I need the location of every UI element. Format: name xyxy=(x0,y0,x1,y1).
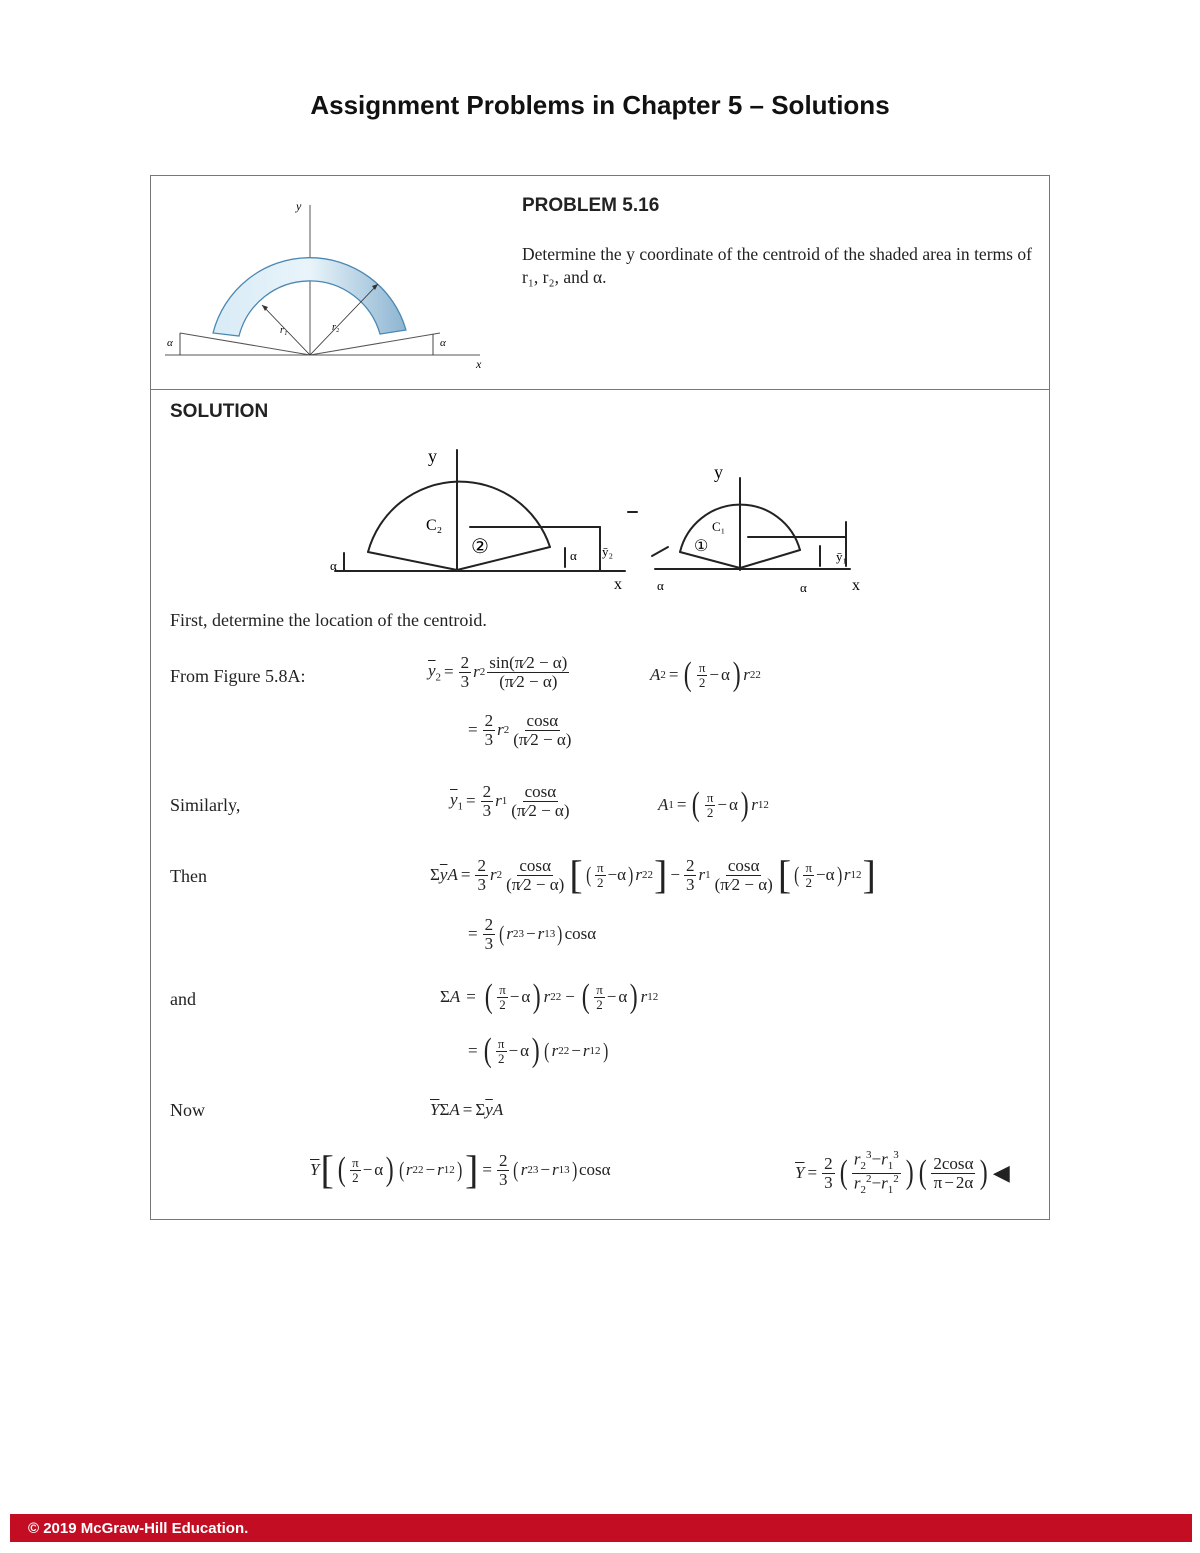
label-similarly: Similarly, xyxy=(170,795,241,815)
sketch-part1: ① xyxy=(694,538,709,555)
intro-text: First, determine the location of the centroid. xyxy=(170,610,487,630)
problem-title: PROBLEM 5.16 xyxy=(522,195,660,216)
fig-r2-label: r₂ xyxy=(332,322,340,333)
eq-y-derivation: $\overline{Y}$ [ ( $\frac{\pi}{2}$ − α ) ( r 2 2 − r 1 2 ) ] = $\frac{2}{3}$ ( r 2 3 − r 1 3 ) cos α xyxy=(310,1147,611,1192)
sketch-ybar1: ȳ₁ xyxy=(836,549,848,564)
sketch-c1: C₁ xyxy=(712,519,726,534)
sketch-ybar2: ȳ₂ xyxy=(602,544,614,559)
sketch-y2: y xyxy=(714,462,723,482)
eq-sum-ya-simplified: = $\frac{2}{3}$ ( r 2 3 − r 1 3 ) cos α xyxy=(468,915,597,953)
fig-x-label: x xyxy=(476,357,482,371)
frame-divider xyxy=(150,389,1050,390)
label-and: and xyxy=(170,989,196,1009)
eq-sum-a-simplified: = ( $\frac{\pi}{2}$ − α ) ( r 2 2 − r 1 2 ) xyxy=(468,1032,608,1069)
fig-r1-label: r₁ xyxy=(280,325,288,336)
label-now: Now xyxy=(170,1100,205,1120)
footer-copyright: © 2019 McGraw-Hill Education. xyxy=(28,1520,249,1537)
eq-ybar2-simplified: = $\frac{2}{3}$ r 2 $\frac{\cos\alpha}{(\pi⁄2 - \alpha)}$ xyxy=(468,711,572,749)
sketch-x2: x xyxy=(852,577,860,594)
eq-sum-ya: $\Sigma\overline{y}A$ = $\frac{2}{3}$ r 2 $\frac{\cos\alpha}{(\pi⁄2 - \alpha)}$ [ ( $\frac{\pi}{2}$ − α ) r 2 2 ] − $\frac{2}{3}$ r 1 $\frac{\cos\alpha}{(\pi⁄2 - \alpha)}$ [ ( $\frac{\pi}{2}$ − α ) r 1 2 ] xyxy=(430,852,876,897)
solution-heading: SOLUTION xyxy=(170,401,269,422)
sketch-alpha1: α xyxy=(330,558,337,573)
sketch-x1: x xyxy=(614,576,622,593)
sketch-alpha2: α xyxy=(570,548,577,563)
label-from-figure: From Figure 5.8A: xyxy=(170,666,306,686)
eq-ysum: $\overline{Y}\Sigma A$ = $\Sigma\overline{y}A$ xyxy=(430,1100,504,1119)
eq-ybar2: $\overline{y}_2$ = $\frac{2}{3}$ r 2 $\frac{\sin(\pi⁄2 - \alpha)}{(\pi⁄2 - \alpha)}$ xyxy=(428,653,568,691)
problem-statement: Determine the y coordinate of the centroid of the shaded area in terms of r₁, r₂, and α. xyxy=(522,244,1032,287)
eq-ybar1: $\overline{y}_1$ = $\frac{2}{3}$ r 1 $\frac{\cos\alpha}{(\pi⁄2 - \alpha)}$ xyxy=(450,782,570,820)
answer-marker-icon: ◀ xyxy=(992,1160,1010,1186)
fig-alpha-left: α xyxy=(167,337,173,349)
eq-a2: A 2 = ( $\frac{\pi}{2}$ − α ) r 2 2 xyxy=(650,656,761,693)
eq-y-final: $\overline{Y}$ = $\frac{2}{3}$ ( $\frac{r_2^3-r_1^3}{r_2^2-r_1^2}$ ) ( $\frac{2\cos\alpha}{\pi - 2\alpha}$ ) ◀ xyxy=(795,1149,1010,1196)
fig-alpha-right: α xyxy=(440,337,446,349)
sketch-part2: ② xyxy=(471,536,489,558)
sketch-alpha3: α xyxy=(657,578,664,593)
sketch-y1: y xyxy=(428,446,437,466)
eq-a1: A 1 = ( $\frac{\pi}{2}$ − α ) r 1 2 xyxy=(658,786,769,823)
solution-sketch xyxy=(320,440,880,600)
label-then: Then xyxy=(170,866,207,886)
fig-y-label: y xyxy=(296,199,302,213)
sketch-c2: C₂ xyxy=(426,517,443,534)
eq-sum-a: ΣA = ( $\frac{\pi}{2}$ − α ) r 2 2 − ( $\frac{\pi}{2}$ − α ) r 1 2 xyxy=(440,978,659,1015)
document-title: Assignment Problems in Chapter 5 – Solutions xyxy=(310,90,890,120)
problem-figure xyxy=(160,190,500,380)
sketch-alpha4: α xyxy=(800,580,807,595)
